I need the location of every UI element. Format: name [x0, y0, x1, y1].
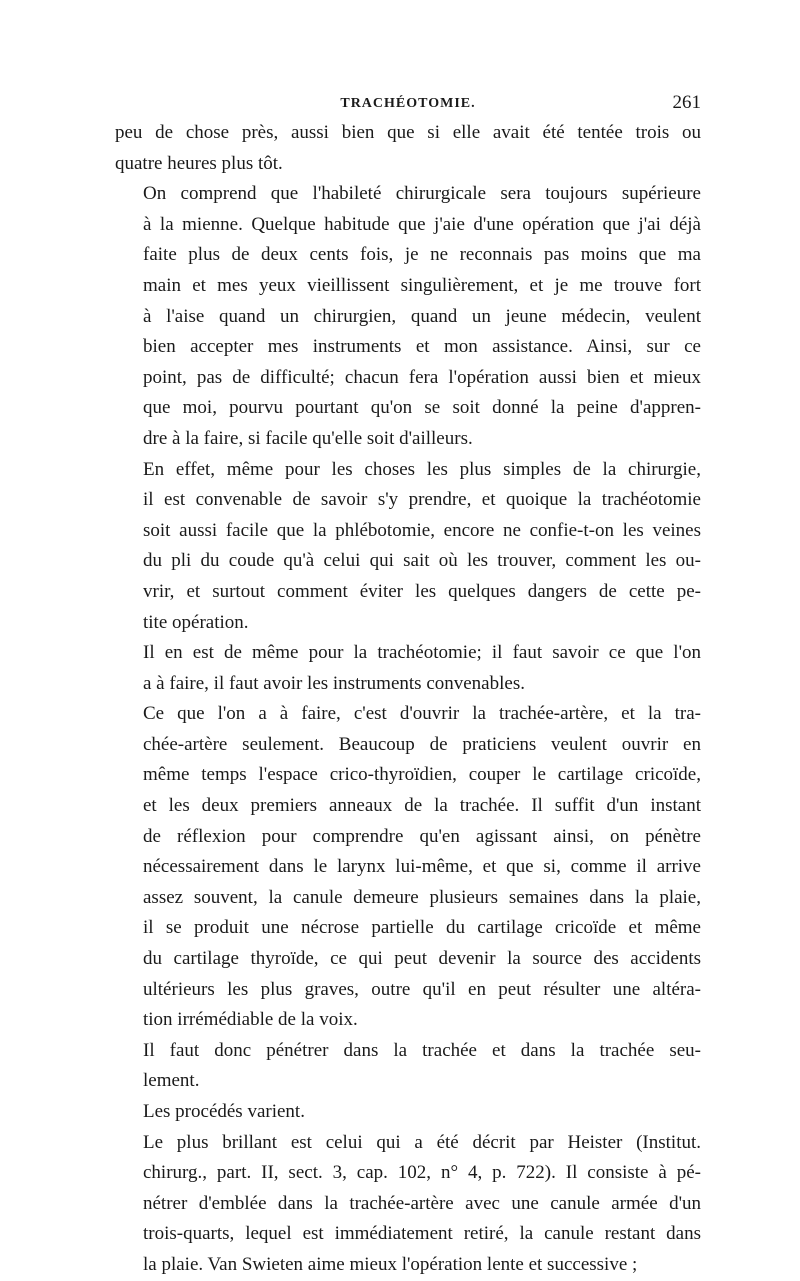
text-line: vrir, et surtout comment éviter les quelques dangers de cette pe- [143, 580, 701, 602]
text-line: ultérieurs les plus graves, outre qu'il en peut résulter une altéra- [143, 978, 701, 1000]
text-line: chirurg., part. II, sect. 3, cap. 102, n° 4, p. 722). Il consiste à pé- [143, 1162, 701, 1184]
paragraph [115, 1128, 701, 1281]
text-line: a à faire, il faut avoir les instruments convenables. [143, 672, 525, 694]
paragraph [115, 455, 701, 639]
text-line: bien accepter mes instruments et mon assistance. Ainsi, sur ce [143, 336, 701, 358]
text-line: Il en est de même pour la trachéotomie; il faut savoir ce que l'on [143, 642, 701, 664]
text-line: En effet, même pour les choses les plus simples de la chirurgie, [143, 458, 701, 480]
running-title: TRACHÉOTOMIE. [340, 96, 476, 111]
text-line: nécessairement dans le larynx lui-même, et que si, comme il arrive [143, 856, 701, 878]
running-head [115, 92, 701, 118]
paragraph [115, 179, 701, 454]
text-line: à la mienne. Quelque habitude que j'aie d'une opération que j'ai déjà [143, 213, 701, 235]
text-line: que moi, pourvu pourtant qu'on se soit donné la peine d'appren- [143, 397, 701, 419]
text-line: quatre heures plus tôt. [115, 152, 283, 174]
text-line: chée-artère seulement. Beaucoup de praticiens veulent ouvrir en [143, 733, 701, 755]
text-line: Le plus brillant est celui qui a été décrit par Heister (Institut. [143, 1131, 701, 1153]
page-number: 261 [672, 92, 701, 113]
text-line: peu de chose près, aussi bien que si elle avait été tentée trois ou [115, 122, 701, 143]
text-line: nétrer d'emblée dans la trachée-artère avec une canule armée d'un [143, 1192, 701, 1214]
paragraph [115, 118, 701, 179]
text-line: Ce que l'on a à faire, c'est d'ouvrir la trachée-artère, et la tra- [143, 703, 701, 725]
text-line: Les procédés varient. [143, 1101, 305, 1122]
text-line: de réflexion pour comprendre qu'en agissant ainsi, on pénètre [143, 825, 701, 847]
text-line: et les deux premiers anneaux de la trachée. Il suffit d'un instant [143, 795, 701, 817]
text-line: On comprend que l'habileté chirurgicale sera toujours supérieure [143, 183, 701, 205]
text-line: il se produit une nécrose partielle du cartilage cricoïde et même [143, 917, 701, 939]
text-line: assez souvent, la canule demeure plusieurs semaines dans la plaie, [143, 886, 701, 908]
text-line: du cartilage thyroïde, ce qui peut devenir la source des accidents [143, 948, 701, 970]
paragraph [115, 1036, 701, 1097]
text-line: tion irrémédiable de la voix. [143, 1009, 358, 1031]
text-line: main et mes yeux vieillissent singulièrement, et je me trouve fort [143, 274, 701, 296]
text-line: du pli du coude qu'à celui qui sait où les trouver, comment les ou- [143, 550, 701, 572]
text-line: il est convenable de savoir s'y prendre, et quoique la trachéotomie [143, 489, 701, 511]
text-line: trois-quarts, lequel est immédiatement retiré, la canule restant dans [143, 1223, 701, 1245]
text-line: la plaie. Van Swieten aime mieux l'opération lente et successive ; [143, 1253, 638, 1275]
text-line: à l'aise quand un chirurgien, quand un jeune médecin, veulent [143, 305, 701, 327]
text-line: même temps l'espace crico-thyroïdien, couper le cartilage cricoïde, [143, 764, 701, 786]
text-line: faite plus de deux cents fois, je ne reconnais pas moins que ma [143, 244, 701, 266]
text-line: tite opération. [143, 611, 249, 633]
text-line: point, pas de difficulté; chacun fera l'opération aussi bien et mieux [143, 366, 701, 388]
body-text [115, 118, 701, 1281]
paragraph [115, 699, 701, 1036]
paragraph [115, 1097, 701, 1128]
text-line: soit aussi facile que la phlébotomie, encore ne confie-t-on les veines [143, 519, 701, 541]
text-line: Il faut donc pénétrer dans la trachée et dans la trachée seu- [143, 1039, 701, 1061]
text-line: dre à la faire, si facile qu'elle soit d'ailleurs. [143, 427, 473, 449]
book-page [115, 92, 701, 1281]
text-line: lement. [143, 1070, 200, 1092]
paragraph [115, 638, 701, 699]
